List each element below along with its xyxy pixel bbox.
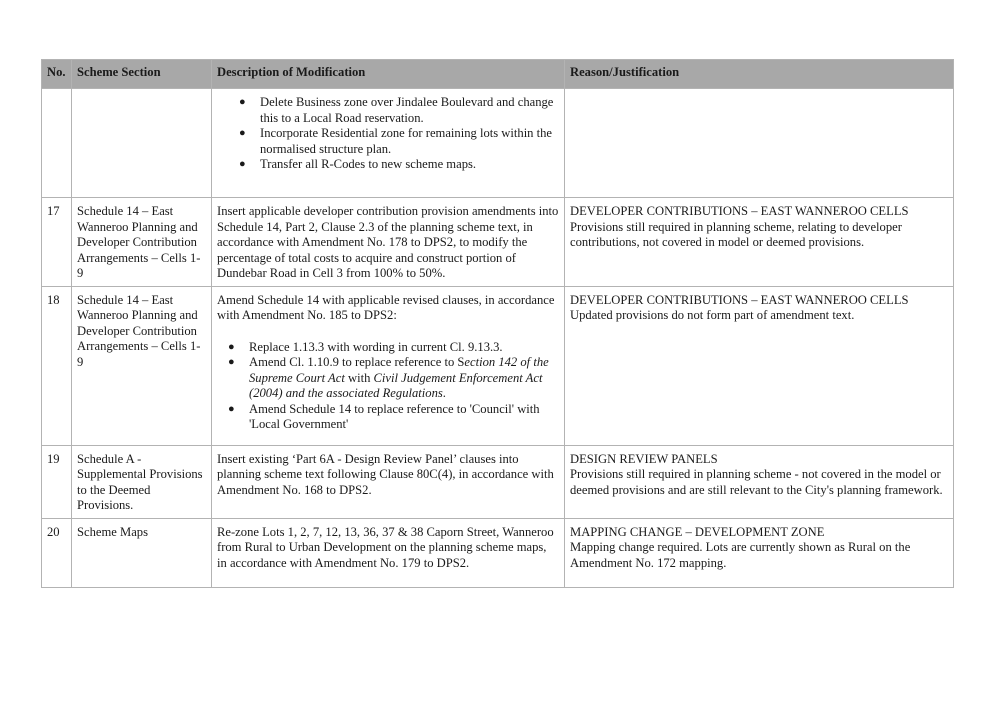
table-header-row [42, 60, 954, 89]
cell-description [212, 286, 565, 445]
cell-section: Schedule A - Supplemental Provisions to the Deemed Provisions. [72, 445, 212, 518]
list-item: ● Delete Business zone over Jindalee Boulevard and change this to a Local Road reservation. [239, 95, 554, 125]
cell-reason [565, 518, 954, 587]
bullet-list [217, 95, 559, 173]
cell-section: Scheme Maps [72, 518, 212, 587]
description-intro: Amend Schedule 14 with applicable revised clauses, in accordance with Amendment No. 185 to DPS2: [217, 292, 555, 322]
reason-title: DEVELOPER CONTRIBUTIONS – EAST WANNEROO CELLS [570, 292, 909, 307]
cell-description: Insert existing ‘Part 6A - Design Review Panel’ clauses into planning scheme text following Clause 80C(4), in accordance with Amendment No. 168 to DPS2. [212, 445, 565, 518]
header-no: No. [42, 60, 72, 89]
cell-section [72, 89, 212, 198]
cell-reason [565, 286, 954, 445]
cell-no: 19 [42, 445, 72, 518]
cell-no: 17 [42, 198, 72, 287]
cell-reason [565, 445, 954, 518]
cell-section: Schedule 14 – East Wanneroo Planning and Developer Contribution Arrangements – Cells 1-9 [72, 286, 212, 445]
cell-reason [565, 89, 954, 198]
cell-reason [565, 198, 954, 287]
table-row [42, 518, 954, 587]
table-row [42, 198, 954, 287]
list-item: ● Transfer all R-Codes to new scheme maps. [239, 157, 477, 171]
bullet-icon: ● [239, 158, 246, 170]
table-row [42, 286, 954, 445]
list-item: ● Incorporate Residential zone for remaining lots within the normalised structure plan. [239, 126, 553, 156]
cell-section: Schedule 14 – East Wanneroo Planning and Developer Contribution Arrangements – Cells 1-9 [72, 198, 212, 287]
cell-no: 20 [42, 518, 72, 587]
list-item: ● Amend Cl. 1.10.9 to replace reference to Section 142 of the Supreme Court Act with Civil Judgement Enforcement Act (2004) and the associated Regulations. [228, 355, 549, 400]
bullet-list [217, 340, 559, 433]
reason-title: MAPPING CHANGE – DEVELOPMENT ZONE [570, 524, 825, 539]
reason-text: Provisions still required in planning scheme - not covered in the model or deemed provisions and are still relevant to the City's planning framework. [570, 467, 943, 497]
reason-text: Updated provisions do not form part of amendment text. [570, 308, 855, 322]
header-scheme-section: Scheme Section [72, 60, 212, 89]
reason-title: DEVELOPER CONTRIBUTIONS – EAST WANNEROO CELLS [570, 204, 909, 218]
bullet-icon: ● [228, 356, 235, 368]
cell-description: Re-zone Lots 1, 2, 7, 12, 13, 36, 37 & 38 Caporn Street, Wanneroo from Rural to Urban Development on the planning scheme maps, in accordance with Amendment No. 179 to DPS2. [212, 518, 565, 587]
list-item: ● Amend Schedule 14 to replace reference to 'Council' with 'Local Government' [228, 401, 540, 431]
reason-title: DESIGN REVIEW PANELS [570, 451, 718, 466]
reason-text: Mapping change required. Lots are currently shown as Rural on the Amendment No. 172 mapping. [570, 540, 911, 570]
header-reason: Reason/Justification [565, 60, 954, 89]
table-row [42, 445, 954, 518]
bullet-icon: ● [239, 96, 246, 108]
header-description: Description of Modification [212, 60, 565, 89]
list-item: ● Replace 1.13.3 with wording in current Cl. 9.13.3. [228, 339, 503, 354]
bullet-icon: ● [239, 127, 246, 139]
cell-no [42, 89, 72, 198]
modifications-table [41, 59, 954, 588]
cell-no: 18 [42, 286, 72, 445]
cell-description [212, 89, 565, 198]
bullet-icon: ● [228, 340, 235, 353]
cell-description: Insert applicable developer contribution provision amendments into Schedule 14, Part 2, Clause 2.3 of the planning scheme text, in accordance with Amendment No. 178 to DPS2, to modify the percentage of total costs to acquire and construct portion of Dundebar Road in Cell 3 from 100% to 50%. [212, 198, 565, 287]
reason-text: Provisions still required in planning scheme, relating to developer contributions, not covered in model or deemed provisions. [570, 219, 902, 249]
bullet-icon: ● [228, 402, 235, 415]
table-row-continuation [42, 89, 954, 198]
